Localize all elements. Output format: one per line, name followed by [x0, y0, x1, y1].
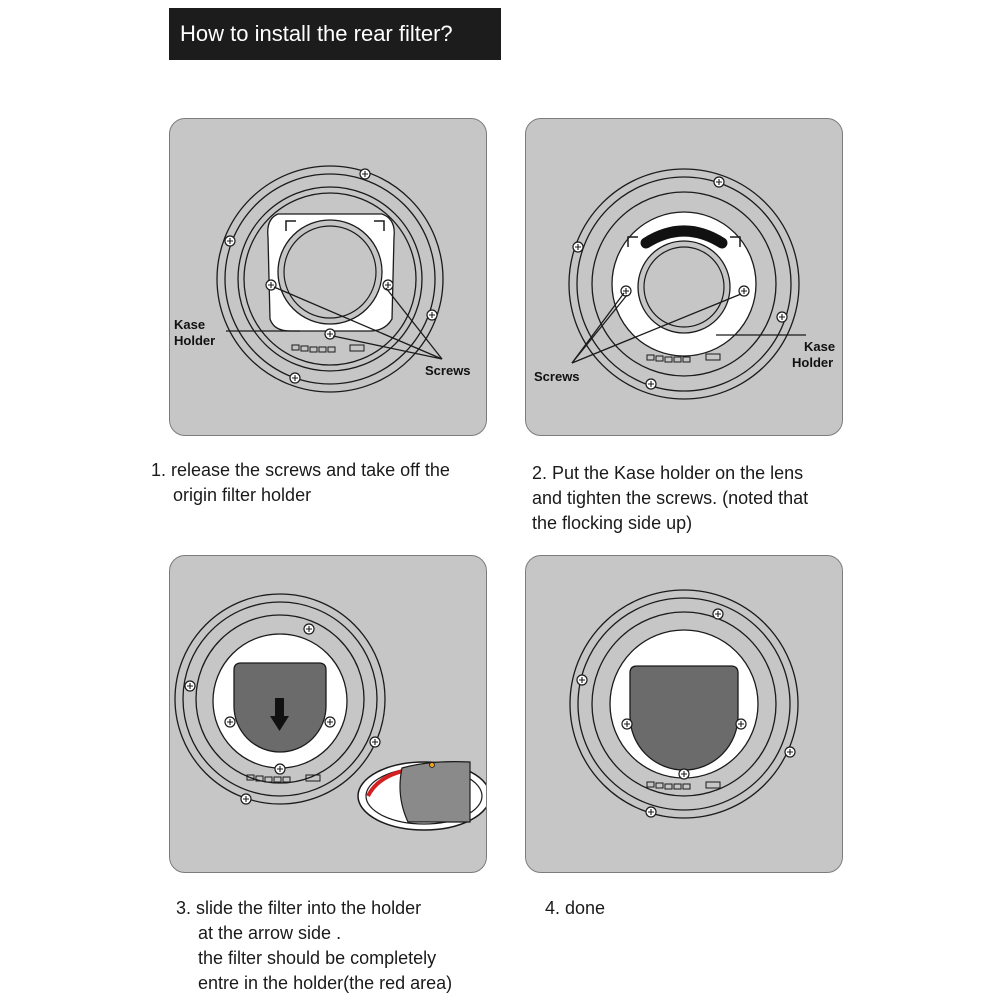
- step-1-caption: [151, 458, 450, 508]
- caption-line: 3. slide the filter into the holder: [176, 898, 422, 918]
- kase-holder-label: Kase: [804, 339, 836, 354]
- step-4-caption: [545, 896, 605, 921]
- caption-line: origin filter holder: [173, 485, 312, 505]
- kase-holder-label: Kase: [174, 317, 206, 332]
- lens-mount-diagram-3: [170, 556, 487, 873]
- lens-mount-diagram-4: [526, 556, 843, 873]
- kase-holder-label-line2: Holder: [792, 355, 834, 370]
- step-3-illustration: [169, 555, 487, 873]
- step-2-illustration: [525, 118, 843, 436]
- caption-line: the filter should be completely: [198, 948, 437, 968]
- caption-line: at the arrow side .: [198, 923, 342, 943]
- step-4-illustration: [525, 555, 843, 873]
- caption-line: 1. release the screws and take off the: [151, 460, 450, 480]
- screws-label: Screws: [425, 363, 471, 378]
- installed-filter: [630, 666, 738, 770]
- lens-mount-diagram-2: [526, 119, 843, 436]
- caption-line: and tighten the screws. (noted that: [532, 488, 809, 508]
- filter-inset: [358, 762, 487, 830]
- caption-line: the flocking side up): [532, 513, 693, 533]
- caption-line: 4. done: [545, 898, 606, 918]
- page-title: How to install the rear filter?: [169, 8, 501, 60]
- step-1-illustration: [169, 118, 487, 436]
- caption-line: 2. Put the Kase holder on the lens: [532, 463, 804, 483]
- step-2-caption: [532, 461, 808, 536]
- caption-line: entre in the holder(the red area): [198, 973, 453, 993]
- lens-mount-diagram-1: [170, 119, 487, 436]
- screws-label: Screws: [534, 369, 580, 384]
- step-3-caption: [176, 896, 452, 996]
- kase-holder-label-line2: Holder: [174, 333, 216, 348]
